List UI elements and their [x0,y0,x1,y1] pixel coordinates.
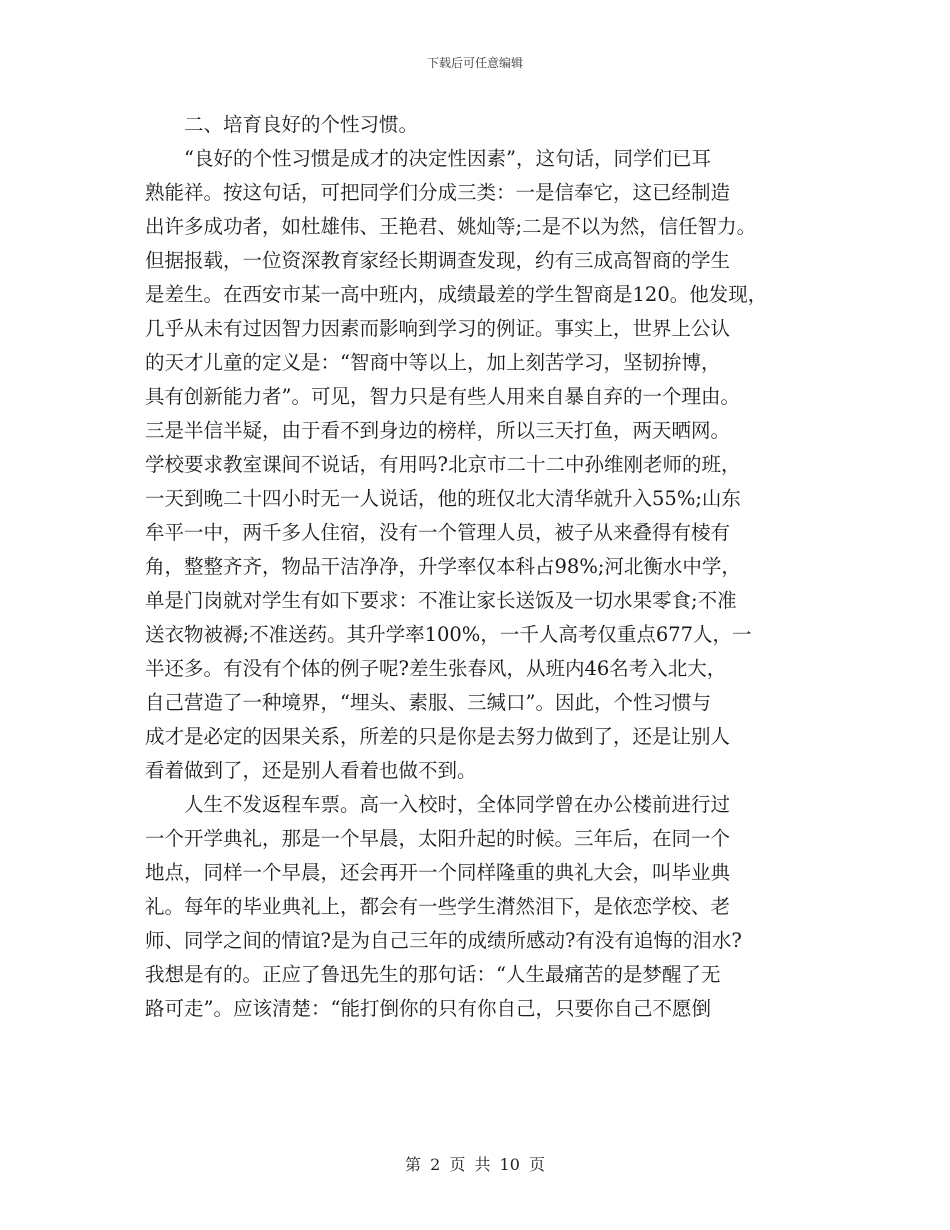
text-line: 的天才儿童的定义是：“智商中等以上，加上刻苦学习，坚韧拚博， [145,351,721,374]
text-line: 单是门岗就对学生有如下要求：不准让家长送饭及一切水果零食;不准 [145,589,737,612]
text-line: 是差生。在西安市某一高中班内，成绩最差的学生智商是120。他发现， [145,283,768,306]
text-line: 一天到晚二十四小时无一人说话，他的班仅北大清华就升入55%;山东 [145,487,741,510]
text-line: 地点，同样一个早晨，还会再开一个同样隆重的典礼大会，叫毕业典 [145,861,731,884]
text-line: 成才是必定的因果关系，所差的只是你是去努力做到了，还是让别人 [145,725,731,748]
text-line: 角，整整齐齐，物品干洁净净，升学率仅本科占98%;河北衡水中学， [145,555,741,578]
text-line: 半还多。有没有个体的例子呢?差生张春风，从班内46名考入北大， [145,657,727,680]
text-line: “良好的个性习惯是成才的决定性因素”，这句话，同学们已耳 [145,147,711,170]
text-line: 几乎从未有过因智力因素而影响到学习的例证。事实上，世界上公认 [145,317,731,340]
text-line: 三是半信半疑，由于看不到身边的榜样，所以三天打鱼，两天晒网。 [145,419,731,442]
text-line: 礼。每年的毕业典礼上，都会有一些学生潸然泪下，是依恋学校、老 [145,895,731,918]
document-body [145,108,825,1026]
text-line: 师、同学之间的情谊?是为自己三年的成绩所感动?有没有追悔的泪水? [145,929,742,952]
text-line: 人生不发返程车票。高一入校时，全体同学曾在办公楼前进行过 [145,793,731,816]
text-line: 看着做到了，还是别人看着也做不到。 [145,759,477,782]
text-line: 学校要求教室课间不说话，有用吗?北京市二十二中孙维刚老师的班， [145,453,741,476]
text-line: 但据报载，一位资深教育家经长期调查发现，约有三成高智商的学生 [145,249,731,272]
text-line: 牟平一中，两千多人住宿，没有一个管理人员，被子从来叠得有棱有 [145,521,731,544]
page-header: 下载后可任意编辑 [426,56,523,70]
text-line: 具有创新能力者”。可见，智力只是有些人用来自暴自弃的一个理由。 [145,385,740,408]
page-footer: 第 2 页 共 10 页 [405,1155,545,1174]
text-line: 熟能祥。按这句话，可把同学们分成三类：一是信奉它，这已经制造 [145,181,731,204]
text-line: 出许多成功者，如杜雄伟、王艳君、姚灿等;二是不以为然，信任智力。 [145,215,757,238]
text-line: 我想是有的。正应了鲁迅先生的那句话：“人生最痛苦的是梦醒了无 [145,963,721,986]
text-line: 二、培育良好的个性习惯。 [145,113,419,136]
text-line: 送衣物被褥;不准送药。其升学率100%，一千人高考仅重点677人，一 [145,623,752,646]
text-line: 一个开学典礼，那是一个早晨，太阳升起的时候。三年后，在同一个 [145,827,731,850]
text-line: 路可走”。应该清楚：“能打倒你的只有你自己，只要你自己不愿倒 [145,997,711,1020]
text-line: 自己营造了一种境界，“埋头、素服、三缄口”。因此，个性习惯与 [145,691,711,714]
